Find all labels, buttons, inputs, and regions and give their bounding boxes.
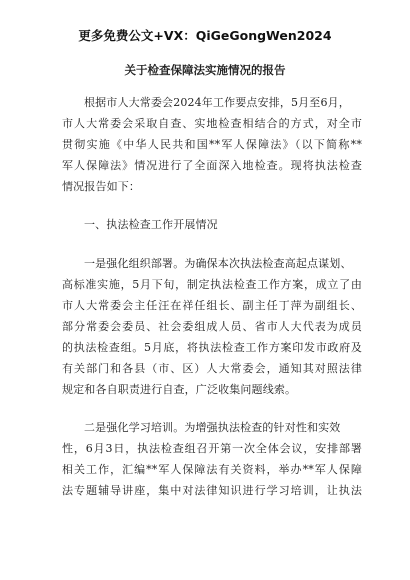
- paragraph-line: 法专题辅导讲座，集中对法律知识进行学习培训，让执法: [62, 484, 362, 497]
- document-title: 关于检查保障法实施情况的报告: [124, 63, 286, 77]
- paragraph-line: 根据市人大常委会2024年工作要点安排，5月至6月，: [84, 96, 350, 109]
- paragraph-line: 市人大常委会采取自查、实地检查相结合的方式，对全市: [62, 117, 362, 130]
- paragraph-line: 高标准实施，5月下旬，制定执法检查工作方案，成立了由: [62, 278, 362, 291]
- paragraph-line: 相关工作，汇编**军人保障法有关资料，举办**军人保障: [62, 463, 362, 476]
- paragraph-line: 性，6月3日，执法检查组召开第一次全体会议，安排部署: [62, 442, 362, 455]
- paragraph-line: 规定和各自职责进行自查，广泛收集问题线索。: [62, 383, 297, 396]
- paragraph-line: 情况报告如下：: [62, 180, 141, 193]
- paragraph-line: 部分常委会委员、社会委组成人员、省市人大代表为成员: [62, 320, 362, 333]
- paragraph-line: 一是强化组织部署。为确保本次执法检查高起点谋划、: [84, 257, 352, 270]
- section-heading: 一、执法检查工作开展情况: [84, 218, 218, 231]
- paragraph-line: 军人保障法》情况进行了全面深入地检查。现将执法检查: [62, 159, 362, 172]
- page-header: 更多免费公文+VX：QiGeGongWen2024: [78, 28, 332, 43]
- paragraph-line: 二是强化学习培训。为增强执法检查的针对性和实效: [84, 421, 341, 434]
- paragraph-line: 市人大常委会主任汪在祥任组长、副主任丁萍为副组长、: [62, 299, 362, 312]
- paragraph-line: 的执法检查组。5月底，将执法检查工作方案印发市政府及: [62, 341, 362, 354]
- paragraph-line: 贯彻实施《中华人民共和国**军人保障法》（以下简称**: [62, 138, 362, 151]
- paragraph-line: 有关部门和各县（市、区）人大常委会，通知其对照法律: [62, 362, 362, 375]
